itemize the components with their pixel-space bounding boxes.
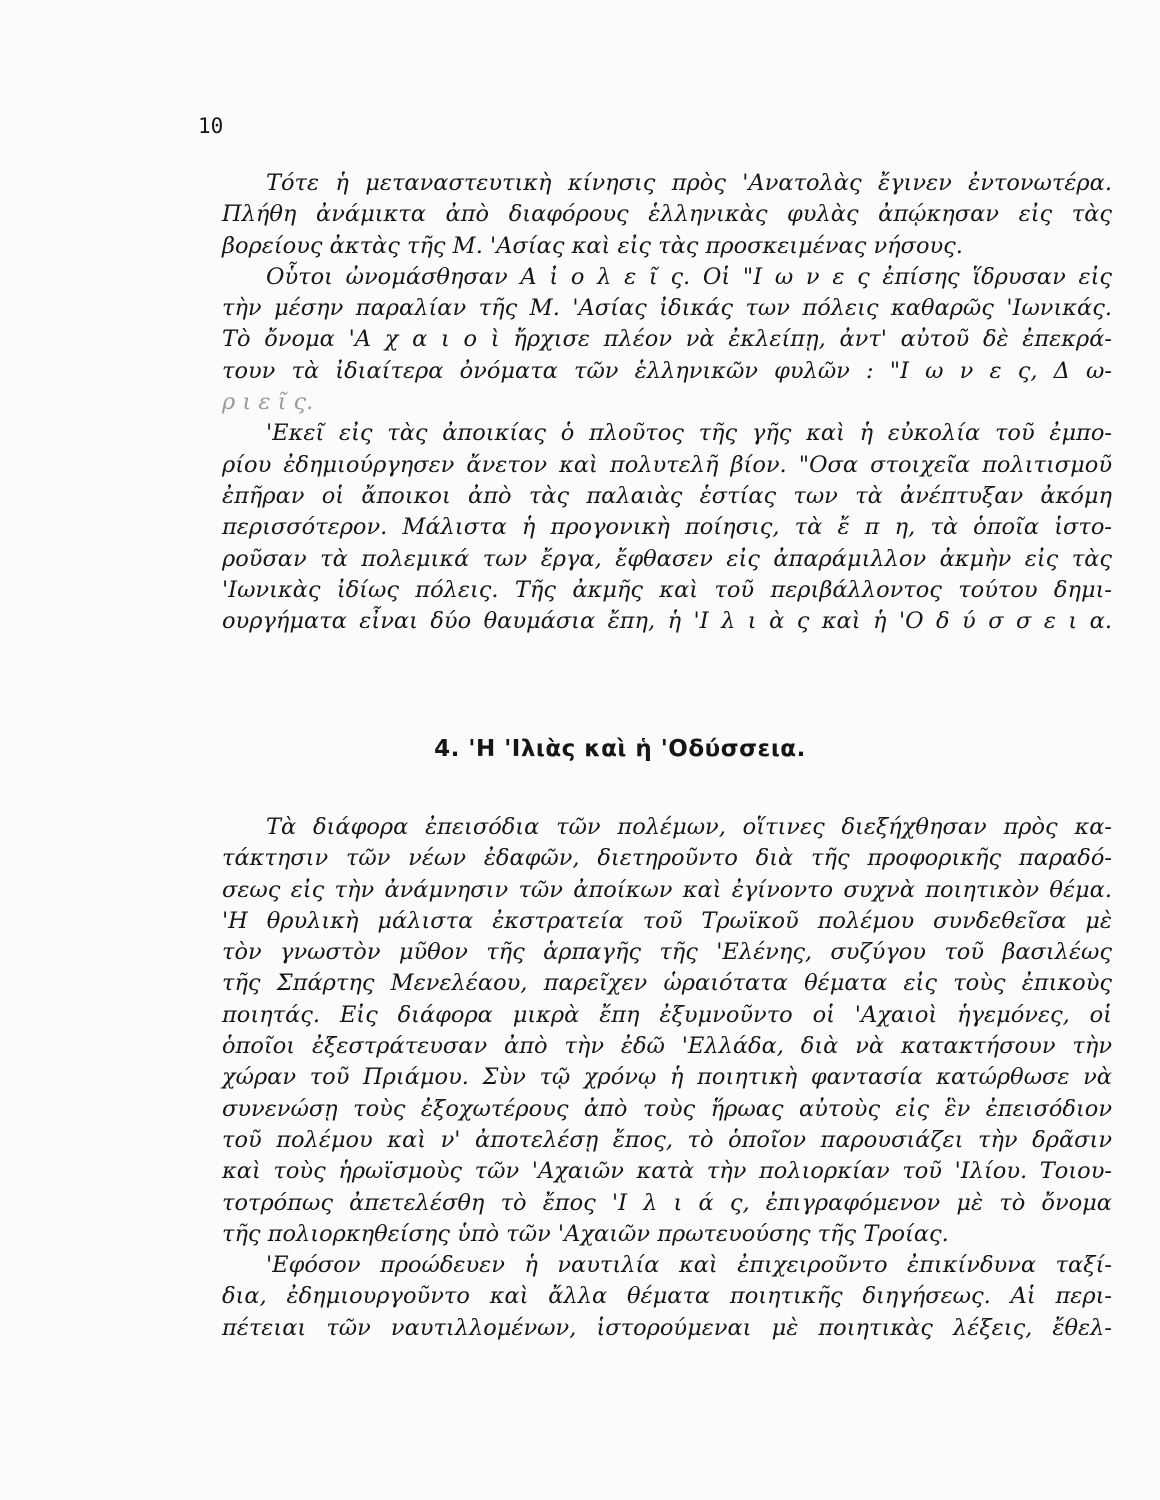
text-line: σεως εἰς τὴν ἀνάμνησιν τῶν ἀποίκων καὶ ἐγίνοντο συχνὰ ποιητικὸν θέμα.	[222, 876, 1112, 903]
text-line: 'Ιωνικὰς ἰδίως πόλεις. Τῆς ἀκμῆς καὶ τοῦ περιβάλλοντος τούτου δημι-	[222, 576, 1112, 603]
text-line: τῆς Σπάρτης Μενελέαου, παρεῖχεν ὡραιότατα θέματα εἰς τοὺς ἐπικοὺς	[222, 970, 1112, 997]
text-line: ουργήματα εἶναι δύο θαυμάσια ἔπη, ἡ 'Ι λ ι ὰ ς καὶ ἡ 'Ο δ ύ σ σ ε ι α.	[222, 608, 1112, 635]
text-line: βορείους ἀκτὰς τῆς Μ. 'Ασίας καὶ εἰς τὰς προσκειμένας νήσους.	[222, 232, 963, 259]
text-line: τοτρόπως ἀπετελέσθη τὸ ἔπος 'Ι λ ι ά ς, ἐπιγραφόμενον μὲ τὸ ὄνομα	[222, 1189, 1112, 1216]
text-line: 'Εφόσον προώδευεν ἡ ναυτιλία καὶ ἐπιχειροῦντο ἐπικίνδυνα ταξί-	[266, 1252, 1112, 1279]
text-line: ρ ι ε ῖ ς.	[222, 389, 314, 416]
page-number: 10	[198, 114, 224, 138]
text-line: καὶ τοὺς ἡρωϊσμοὺς τῶν 'Αχαιῶν κατὰ τὴν πολιορκίαν τοῦ 'Ιλίου. Τοιου-	[222, 1158, 1112, 1185]
text-line: Τὰ διάφορα ἐπεισόδια τῶν πολέμων, οἵτινες διεξήχθησαν πρὸς κα-	[266, 814, 1112, 840]
text-section-iliad-odyssey	[222, 812, 1112, 1344]
text-line: τῆς πολιορκηθείσης ὑπὸ τῶν 'Αχαιῶν πρωτευούσης τῆς Τροίας.	[222, 1220, 949, 1247]
text-line: τάκτησιν τῶν νέων ἐδαφῶν, διετηροῦντο διὰ τῆς προφορικῆς παραδό-	[222, 845, 1112, 872]
text-section-colonization	[222, 168, 1112, 637]
text-line: ὁποῖοι ἐξεστράτευσαν ἀπὸ τὴν ἐδῶ 'Ελλάδα, διὰ νὰ κατακτήσουν τὴν	[222, 1033, 1112, 1060]
text-line: Τὸ ὄνομα 'Α χ α ι ο ὶ ἤρχισε πλέον νὰ ἐκλείπῃ, ἀντ' αὐτοῦ δὲ ἐπεκρά-	[222, 326, 1112, 353]
text-line: Οὗτοι ὠνομάσθησαν Α ἰ ο λ ε ῖ ς. Οἱ "Ι ω ν ε ς ἐπίσης ἵδρυσαν εἰς	[266, 263, 1112, 290]
text-line: χώραν τοῦ Πριάμου. Σὺν τῷ χρόνῳ ἡ ποιητικὴ φαντασία κατώρθωσε νὰ	[222, 1064, 1112, 1091]
section-heading: 4. 'Η 'Ιλιὰς καὶ ἡ 'Οδύσσεια.	[434, 736, 806, 762]
text-line: 'Η θρυλικὴ μάλιστα ἐκστρατεία τοῦ Τρωϊκοῦ πολέμου συνδεθεῖσα μὲ	[222, 907, 1112, 934]
text-line: τοῦ πολέμου καὶ ν' ἀποτελέσῃ ἔπος, τὸ ὁποῖον παρουσιάζει τὴν δρᾶσιν	[222, 1126, 1112, 1153]
text-line: ρίου ἐδημιούργησεν ἄνετον καὶ πολυτελῆ βίον. "Οσα στοιχεῖα πολιτισμοῦ	[222, 451, 1112, 478]
text-line: πέτειαι τῶν ναυτιλλομένων, ἱστορούμεναι μὲ ποιητικὰς λέξεις, ἔθελ-	[222, 1314, 1112, 1341]
text-line: Τότε ἡ μεταναστευτικὴ κίνησις πρὸς 'Ανατολὰς ἔγινεν ἐντονωτέρα.	[266, 170, 1112, 196]
text-line: συνενώσῃ τοὺς ἐξοχωτέρους ἀπὸ τοὺς ἥρωας αὐτοὺς εἰς ἓν ἐπεισόδιον	[222, 1095, 1112, 1122]
text-line: ἐπῆραν οἱ ἄποικοι ἀπὸ τὰς παλαιὰς ἑστίας των τὰ ἀνέπτυξαν ἀκόμη	[222, 482, 1112, 509]
text-line: Πλήθη ἀνάμικτα ἀπὸ διαφόρους ἑλληνικὰς φυλὰς ἀπῴκησαν εἰς τὰς	[222, 201, 1112, 228]
text-line: ροῦσαν τὰ πολεμικά των ἔργα, ἔφθασεν εἰς ἀπαράμιλλον ἀκμὴν εἰς τὰς	[222, 545, 1112, 572]
text-line: ποιητάς. Εἰς διάφορα μικρὰ ἔπη ἐξυμνοῦντο οἱ 'Αχαιοὶ ἡγεμόνες, οἱ	[222, 1001, 1112, 1028]
text-line: τὸν γνωστὸν μῦθον τῆς ἁρπαγῆς τῆς 'Ελένης, συζύγου τοῦ βασιλέως	[222, 939, 1112, 966]
text-line: δια, ἐδημιουργοῦντο καὶ ἄλλα θέματα ποιητικῆς διηγήσεως. Αἱ περι-	[222, 1283, 1112, 1310]
text-line: τουν τὰ ἰδιαίτερα ὀνόματα τῶν ἑλληνικῶν φυλῶν : "Ι ω ν ε ς, Δ ω-	[222, 357, 1112, 384]
text-line: τὴν μέσην παραλίαν τῆς Μ. 'Ασίας ἰδικάς των πόλεις καθαρῶς 'Ιωνικάς.	[222, 295, 1112, 322]
text-line: 'Εκεῖ εἰς τὰς ἀποικίας ὁ πλοῦτος τῆς γῆς καὶ ἡ εὐκολία τοῦ ἐμπο-	[266, 420, 1112, 447]
text-line: περισσότερον. Μάλιστα ἡ προγονικὴ ποίησις, τὰ ἔ π η, τὰ ὁποῖα ἱστο-	[222, 514, 1112, 541]
